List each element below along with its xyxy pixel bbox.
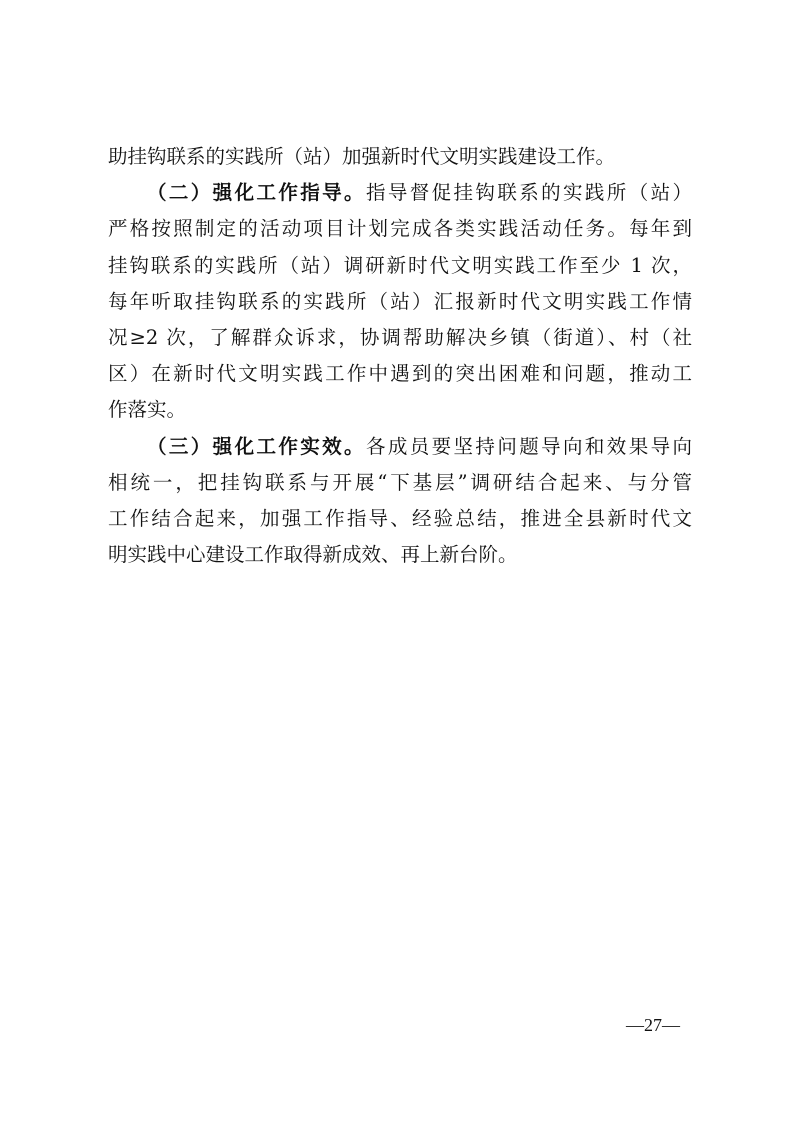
paragraph-3-line-1: [108, 429, 692, 465]
paragraph-2-line-3: 挂钩联系的实践所（站）调研新时代文明实践工作至少 1 次，: [108, 253, 692, 277]
paragraph-1-line-1: 助挂钩联系的实践所（站）加强新时代文明实践建设工作。: [108, 145, 616, 168]
paragraph-3-line-4: 明实践中心建设工作取得新成效、再上新台阶。: [108, 543, 518, 567]
paragraph-2-line-1: [108, 175, 692, 211]
paragraph-2-first-line-text: 指导督促挂钩联系的实践所（站）: [365, 181, 692, 205]
paragraph-2-line-7: 作落实。: [108, 398, 187, 422]
paragraph-2-line-2: 严格按照制定的活动项目计划完成各类实践活动任务。每年到: [108, 217, 692, 241]
paragraph-3-first-line-text: 各成员要坚持问题导向和效果导向: [365, 434, 692, 458]
body-text: [108, 139, 692, 573]
paragraph-3-heading: （三）强化工作实效。: [147, 434, 366, 458]
paragraph-2-line-4: 每年听取挂钩联系的实践所（站）汇报新时代文明实践工作情: [108, 289, 692, 313]
paragraph-2-line-6: 区）在新时代文明实践工作中遇到的突出困难和问题，推动工: [108, 362, 692, 386]
paragraph-2-line-5: 况≥2 次，了解群众诉求，协调帮助解决乡镇（街道）、村（社: [108, 325, 692, 349]
page-number: —27—: [626, 1015, 680, 1035]
paragraph-3-line-2: 相统一，把挂钩联系与开展“下基层”调研结合起来、与分管: [108, 470, 692, 494]
paragraph-2-heading: （二）强化工作指导。: [147, 181, 366, 205]
paragraph-3-line-3: 工作结合起来，加强工作指导、经验总结，推进全县新时代文: [108, 506, 692, 530]
